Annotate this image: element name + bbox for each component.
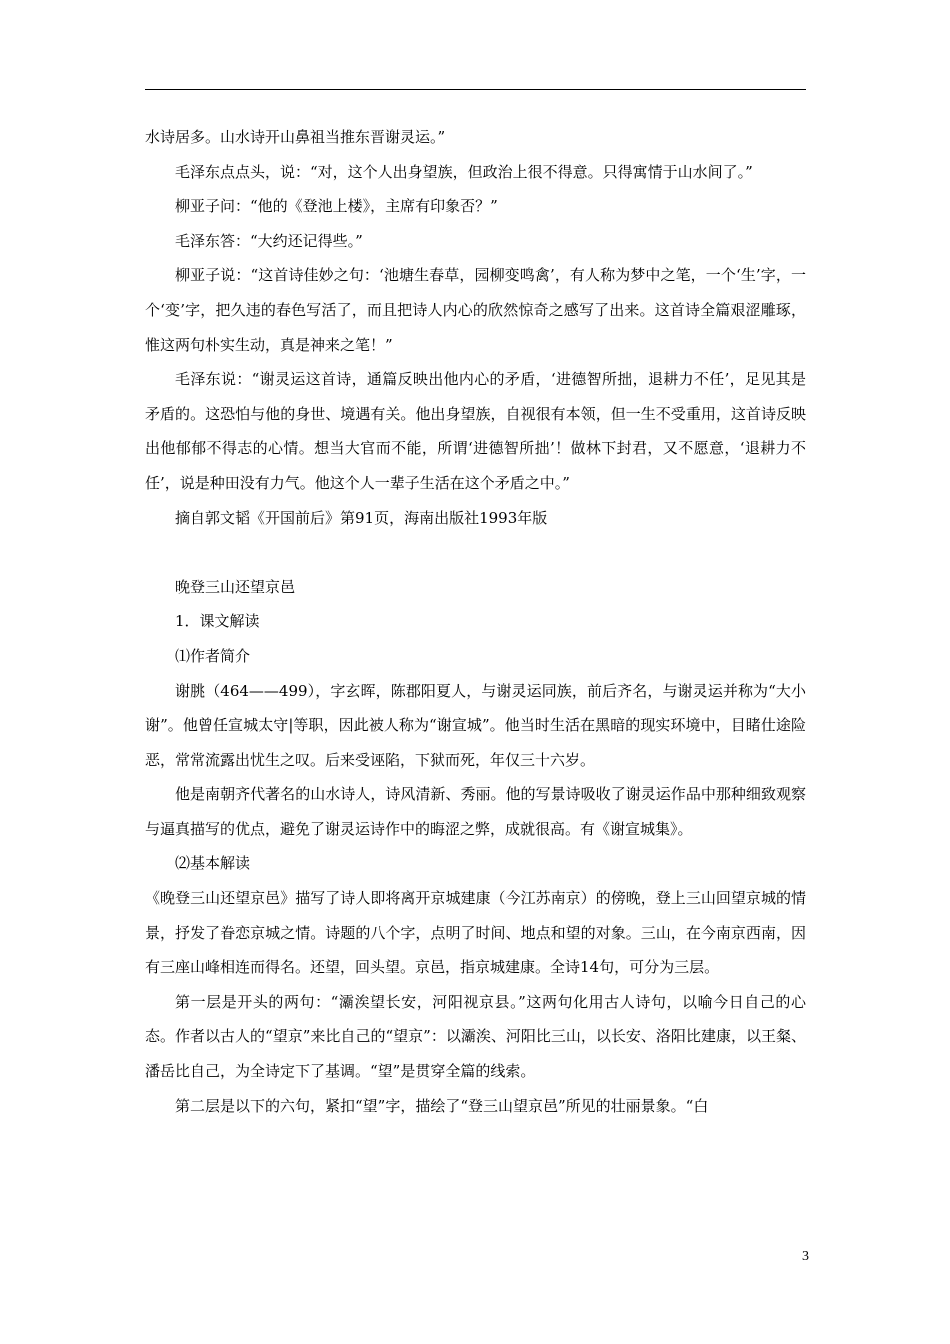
header-rule [145,89,806,90]
paragraph: 毛泽东说：“谢灵运这首诗，通篇反映出他内心的矛盾，‘进德智所拙，退耕力不任’，足见其是矛盾的。这恐怕与他的身世、境遇有关。他出身望族，自视很有本领，但一生不受重用，这首诗反映出他郁郁不得志的心情。想当大官而不能，所谓‘进德智所拙’！做林下封君，又不愿意，‘退耕力不任’，说是种田没有力气。他这个人一辈子生活在这个矛盾之中。” [145,370,806,492]
paragraph: 第二层是以下的六句，紧扣“望”字，描绘了“登三山望京邑”所见的壮丽景象。“白 [175,1096,709,1115]
subsection-heading: ⑴作者简介 [175,646,251,665]
paragraph: 柳亚子说：“这首诗佳妙之句：‘池塘生春草，园柳变鸣禽’，有人称为梦中之笔，一个‘生’字，一个‘变’字，把久违的春色写活了，而且把诗人内心的欣然惊奇之感写了出来。这首诗全篇艰涩雕琢，惟这两句朴实生动，真是神来之笔！” [145,266,806,354]
paragraph: 毛泽东答：“大约还记得些。” [175,231,363,250]
paragraph: 谢朓（464——499），字玄晖，陈郡阳夏人，与谢灵运同族，前后齐名，与谢灵运并称为“大小谢”。他曾任宣城太守|等职，因此被人称为“谢宣城”。他当时生活在黑暗的现实环境中，目睹仕途险恶，常常流露出忧生之叹。后来受诬陷，下狱而死，年仅三十六岁。 [145,681,806,769]
section-title: 晚登三山还望京邑 [175,577,296,596]
paragraph: 第一层是开头的两句：“灞涘望长安，河阳视京县。”这两句化用古人诗句，以喻今日自己的心态。作者以古人的“望京”来比自己的“望京”：以灞涘、河阳比三山，以长安、洛阳比建康，以王粲、潘岳比自己，为全诗定下了基调。“望”是贯穿全篇的线索。 [145,992,806,1081]
paragraph: 柳亚子问：“他的《登池上楼》，主席有印象否？” [175,197,498,216]
source-citation: 摘自郭文韬《开国前后》第91页，海南出版社1993年版 [175,508,548,527]
paragraph: 水诗居多。山水诗开山鼻祖当推东晋谢灵运。” [145,128,446,146]
paragraph: 他是南朝齐代著名的山水诗人，诗风清新、秀丽。他的写景诗吸收了谢灵运作品中那种细致观察与逼真描写的优点，避免了谢灵运诗作中的晦涩之弊，成就很高。有《谢宣城集》。 [145,785,806,838]
section-heading: 1．课文解读 [175,612,260,631]
paragraph: 毛泽东点点头，说：“对，这个人出身望族，但政治上很不得意。只得寓情于山水间了。” [175,162,753,181]
blank-line [145,535,806,570]
subsection-heading: ⑵基本解读 [175,854,251,873]
page-number: 3 [802,1249,809,1264]
document-body [145,120,806,1123]
paragraph: 《晚登三山还望京邑》描写了诗人即将离开京城建康（今江苏南京）的傍晚，登上三山回望京城的情景，抒发了眷恋京城之情。诗题的八个字，点明了时间、地点和望的对象。三山，在今南京西南，因有三座山峰相连而得名。还望，回头望。京邑，指京城建康。全诗14句，可分为三层。 [145,889,806,977]
